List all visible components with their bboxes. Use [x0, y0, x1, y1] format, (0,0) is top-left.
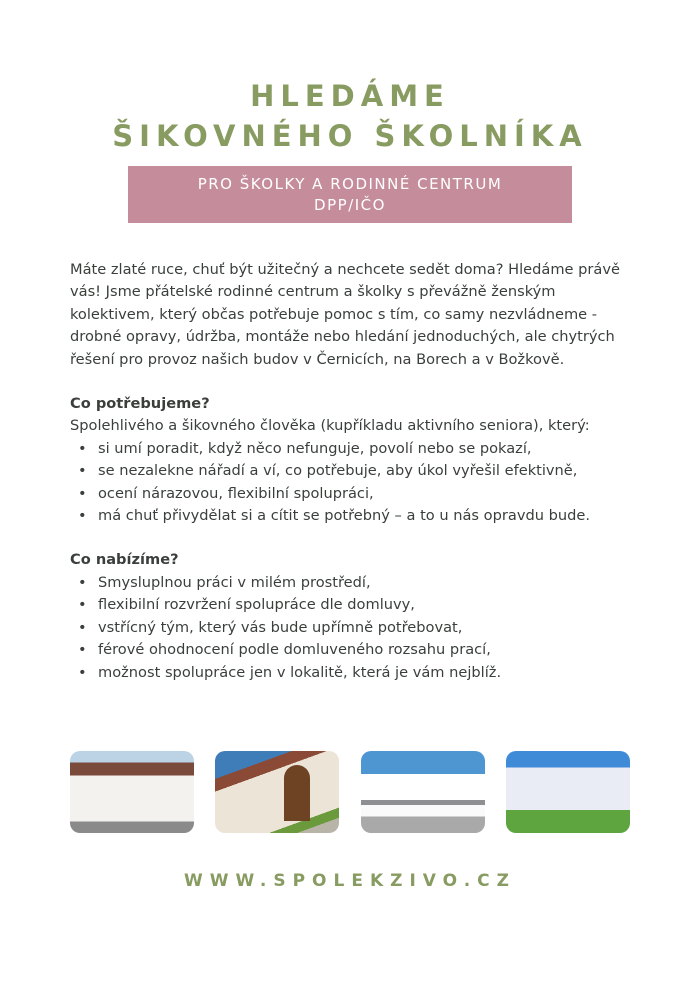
list-item: • flexibilní rozvržení spolupráce dle domluvy,	[70, 594, 640, 616]
list-item: • má chuť přivydělat si a cítit se potřebný – a to u nás opravdu bude.	[70, 505, 640, 527]
list-item: • férové ohodnocení podle domluveného rozsahu prací,	[70, 639, 640, 661]
intro-paragraph: Máte zlaté ruce, chuť být užitečný a nechcete sedět doma? Hledáme právě vás! Jsme přátelské rodinné centrum a školky s převážně ženským kolektivem, který občas potřebuje pomoc s tím, co samy nezvládneme - drobné opravy, údržba, montáže nebo hledání jednoduchých, ale chytrých řešení pro provoz našich budov v Černicích, na Borech a v Božkově.	[70, 261, 620, 368]
headline-line-2: ŠIKOVNÉHO ŠKOLNÍKA	[112, 119, 588, 153]
needs-heading: Co potřebujeme?	[70, 395, 210, 413]
website-link[interactable]: WWW.SPOLEKZIVO.CZ	[184, 871, 516, 891]
banner-line-1: PRO ŠKOLKY A RODINNÉ CENTRUM	[197, 174, 503, 193]
list-item: • se nezalekne nářadí a ví, co potřebuje, aby úkol vyřešil efektivně,	[70, 460, 640, 482]
list-item: • ocení nárazovou, flexibilní spolupráci,	[70, 483, 640, 505]
offers-heading: Co nabízíme?	[70, 551, 179, 569]
list-item: • možnost spolupráce jen v lokalitě, která je vám nejblíž.	[70, 662, 640, 684]
content	[70, 259, 640, 684]
needs-lead: Spolehlivého a šikovného člověka (kupříkladu aktivního seniora), který:	[70, 417, 590, 435]
headline-line-1: HLEDÁME	[250, 79, 450, 113]
list-item: • vstřícný tým, který vás bude upřímně potřebovat,	[70, 617, 640, 639]
building-photo-3	[361, 751, 485, 833]
list-item: • Smysluplnou práci v milém prostředí,	[70, 572, 640, 594]
offers-list	[70, 572, 640, 684]
building-photo-1	[70, 751, 194, 833]
building-photo-4	[506, 751, 630, 833]
subtitle-banner	[128, 166, 572, 223]
gate-door	[284, 765, 310, 821]
building-photo-2	[215, 751, 339, 833]
needs-list	[70, 438, 640, 528]
list-item: • si umí poradit, když něco nefunguje, povolí nebo se pokazí,	[70, 438, 640, 460]
banner-line-2: DPP/IČO	[314, 195, 386, 214]
